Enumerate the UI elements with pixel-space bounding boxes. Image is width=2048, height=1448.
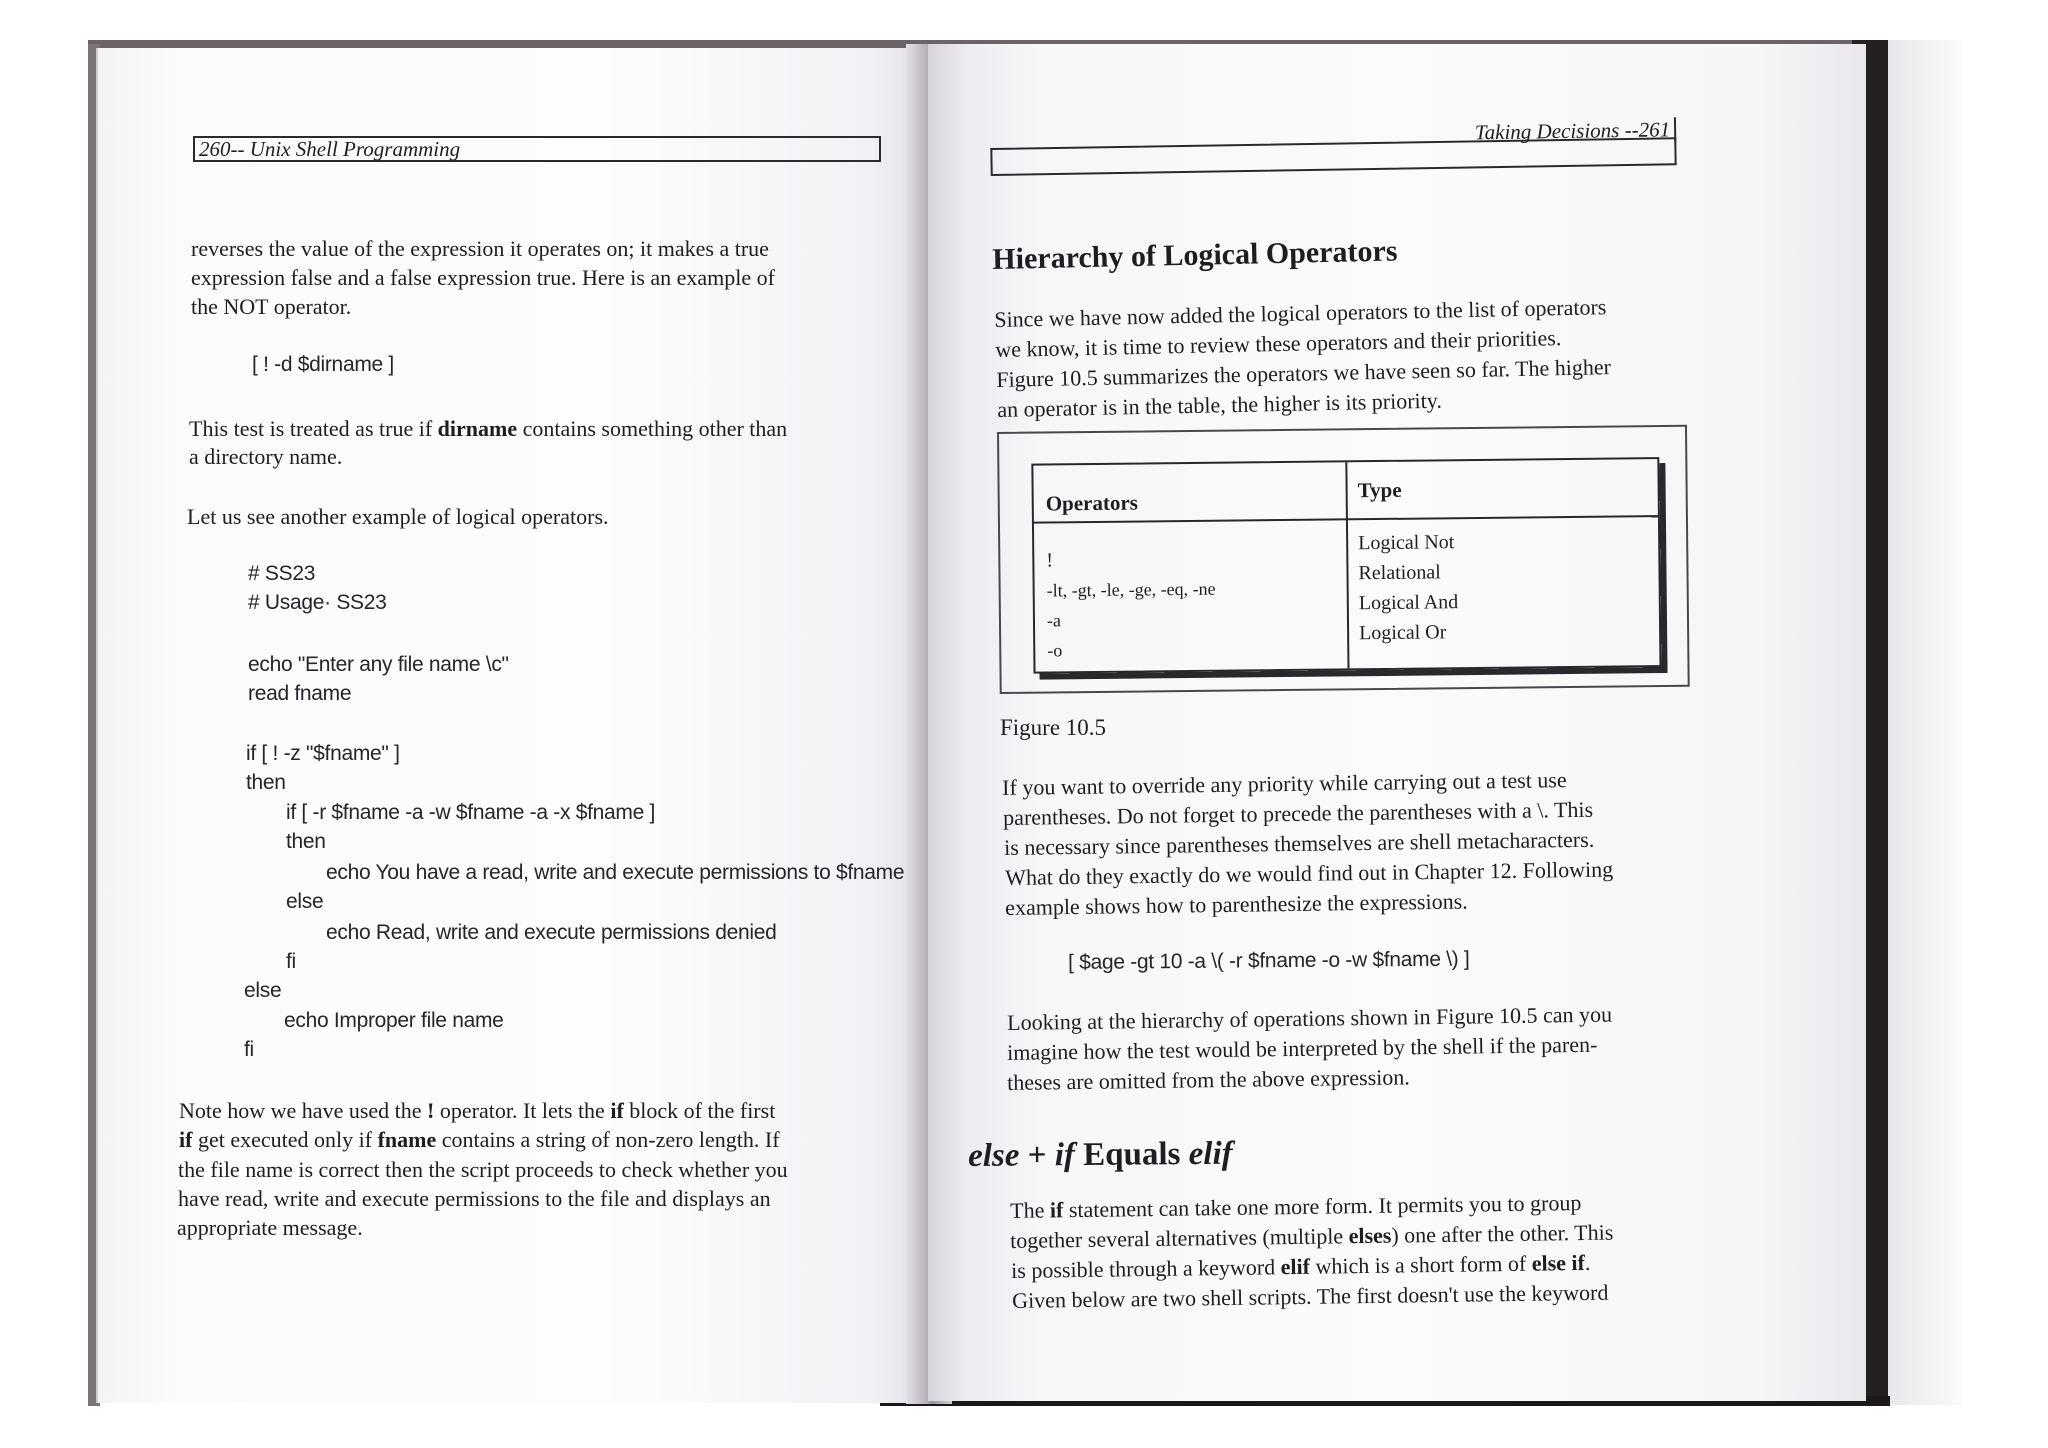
table-header-operators: Operators (1045, 490, 1139, 516)
left-para1-line1: reverses the value of the expression it operates on; it makes a true (191, 236, 769, 261)
left-para2-line1 (189, 414, 787, 443)
right-para1-line2: we know, it is time to review these operators and their priorities. (995, 325, 1562, 362)
table-cell-operator: -lt, -gt, -le, -ge, -eq, -ne (1046, 578, 1216, 601)
right-para3-line3: theses are omitted from the above expression. (1007, 1064, 1410, 1095)
bold: ! (427, 1098, 435, 1123)
right-para2-line3: is necessary since parentheses themselves are shell metacharacters. (1004, 826, 1595, 860)
bold: if (610, 1098, 624, 1123)
text: operator. It lets the (434, 1098, 611, 1123)
script-line: echo You have a read, write and execute permissions to $fname (326, 861, 905, 884)
text: elif (1188, 1135, 1233, 1173)
left-note-line3: the file name is correct then the script proceeds to check whether you (178, 1157, 788, 1182)
code-not-operator: [ ! -d $dirname ] (252, 353, 394, 376)
text: + (1019, 1137, 1055, 1174)
right-para1-line1: Since we have now added the logical operators to the list of operators (994, 294, 1607, 332)
text: if (1054, 1137, 1076, 1174)
bold: elses (1348, 1222, 1392, 1249)
left-note-line5: appropriate message. (177, 1215, 363, 1240)
text: Note how we have used the (179, 1098, 428, 1123)
text: statement can take one more form. It permits you to group (1063, 1190, 1582, 1223)
text: is possible through a keyword (1011, 1254, 1281, 1283)
left-para2-line2: a directory name. (189, 444, 343, 469)
script-line: then (286, 830, 326, 853)
code-parenthesize: [ $age -gt 10 -a \( -r $fname -o -w $fname \) ] (1068, 947, 1470, 974)
heading-elif (968, 1136, 1233, 1175)
figure-caption: Figure 10.5 (1000, 715, 1107, 740)
script-line: # SS23 (248, 562, 316, 585)
bold: if (179, 1127, 193, 1152)
table-cell-operator: ! (1046, 549, 1054, 572)
column-divider (1345, 462, 1349, 668)
left-para1-line3: the NOT operator. (191, 294, 352, 319)
text: contains something other than (517, 416, 788, 441)
table-cell-operator: -o (1047, 640, 1063, 661)
right-para3-line2: imagine how the test would be interpreted by the shell if the paren- (1007, 1031, 1598, 1065)
script-line: fi (244, 1038, 254, 1061)
script-line: else (244, 979, 282, 1002)
left-note-line4: have read, write and execute permissions to the file and displays an (178, 1186, 771, 1211)
text: ) one after the other. This (1391, 1219, 1614, 1248)
script-line: echo Improper file name (284, 1009, 504, 1032)
script-line: then (246, 771, 286, 794)
right-para2-line1: If you want to override any priority while carrying out a test use (1002, 767, 1567, 800)
text: block of the first (623, 1098, 776, 1123)
script-line: # Usage· SS23 (248, 591, 387, 614)
text: . (1584, 1249, 1591, 1275)
bold: else if (1531, 1249, 1586, 1276)
script-line: echo "Enter any file name \c" (248, 653, 509, 676)
left-para3: Let us see another example of logical operators. (187, 504, 609, 529)
bold: elif (1280, 1253, 1311, 1280)
table-cell-type: Relational (1358, 561, 1441, 585)
script-line: fi (286, 950, 296, 973)
bold: if (1049, 1197, 1064, 1223)
table-cell-type: Logical Or (1359, 621, 1447, 645)
table-cell-operator: -a (1046, 610, 1062, 631)
text: contains a string of non-zero length. If (436, 1127, 780, 1152)
text: else (968, 1137, 1020, 1174)
right-para2-line2: parentheses. Do not forget to precede the parentheses with a \. This (1003, 796, 1594, 830)
header-title: Taking Decisions --261 (1475, 117, 1677, 145)
left-note-line1 (179, 1096, 775, 1125)
left-para1-line2: expression false and a false expression true. Here is an example of (191, 265, 775, 290)
text: get executed only if (192, 1127, 378, 1152)
right-para4-line4: Given below are two shell scripts. The first doesn't use the keyword (1012, 1279, 1609, 1313)
text: together several alternatives (multiple (1010, 1223, 1349, 1253)
text: The (1010, 1197, 1051, 1223)
left-page-header: 260-- Unix Shell Programming (193, 136, 881, 162)
figure-10-5-table-frame (997, 425, 1690, 694)
script-line: else (286, 890, 324, 913)
right-para1-line3: Figure 10.5 summarizes the operators we have seen so far. The higher (996, 354, 1612, 392)
table-header-type: Type (1357, 477, 1402, 503)
text: Equals (1074, 1136, 1189, 1174)
operators-table (1031, 457, 1661, 674)
table-cell-type: Logical And (1358, 591, 1459, 615)
script-line: if [ ! -z "$fname" ] (246, 742, 400, 765)
right-para2-line5: example shows how to parenthesize the expressions. (1005, 888, 1468, 920)
text: This test is treated as true if (189, 416, 438, 441)
table-cell-type: Logical Not (1358, 531, 1455, 555)
heading-hierarchy: Hierarchy of Logical Operators (992, 234, 1398, 276)
script-line: echo Read, write and execute permissions denied (326, 921, 777, 944)
script-line: read fname (248, 682, 352, 705)
text: which is a short form of (1309, 1250, 1532, 1279)
right-para1-line4: an operator is in the table, the higher is its priority. (997, 387, 1443, 422)
right-para2-line4: What do they exactly do we would find out in Chapter 12. Following (1005, 856, 1614, 890)
page-stack-right (1888, 40, 1962, 1405)
bold: fname (377, 1127, 437, 1152)
script-line: if [ -r $fname -a -w $fname -a -x $fname ] (286, 801, 656, 824)
left-note-line2 (179, 1125, 780, 1154)
bold-dirname: dirname (437, 416, 518, 441)
right-para3-line1: Looking at the hierarchy of operations shown in Figure 10.5 can you (1007, 1001, 1613, 1035)
